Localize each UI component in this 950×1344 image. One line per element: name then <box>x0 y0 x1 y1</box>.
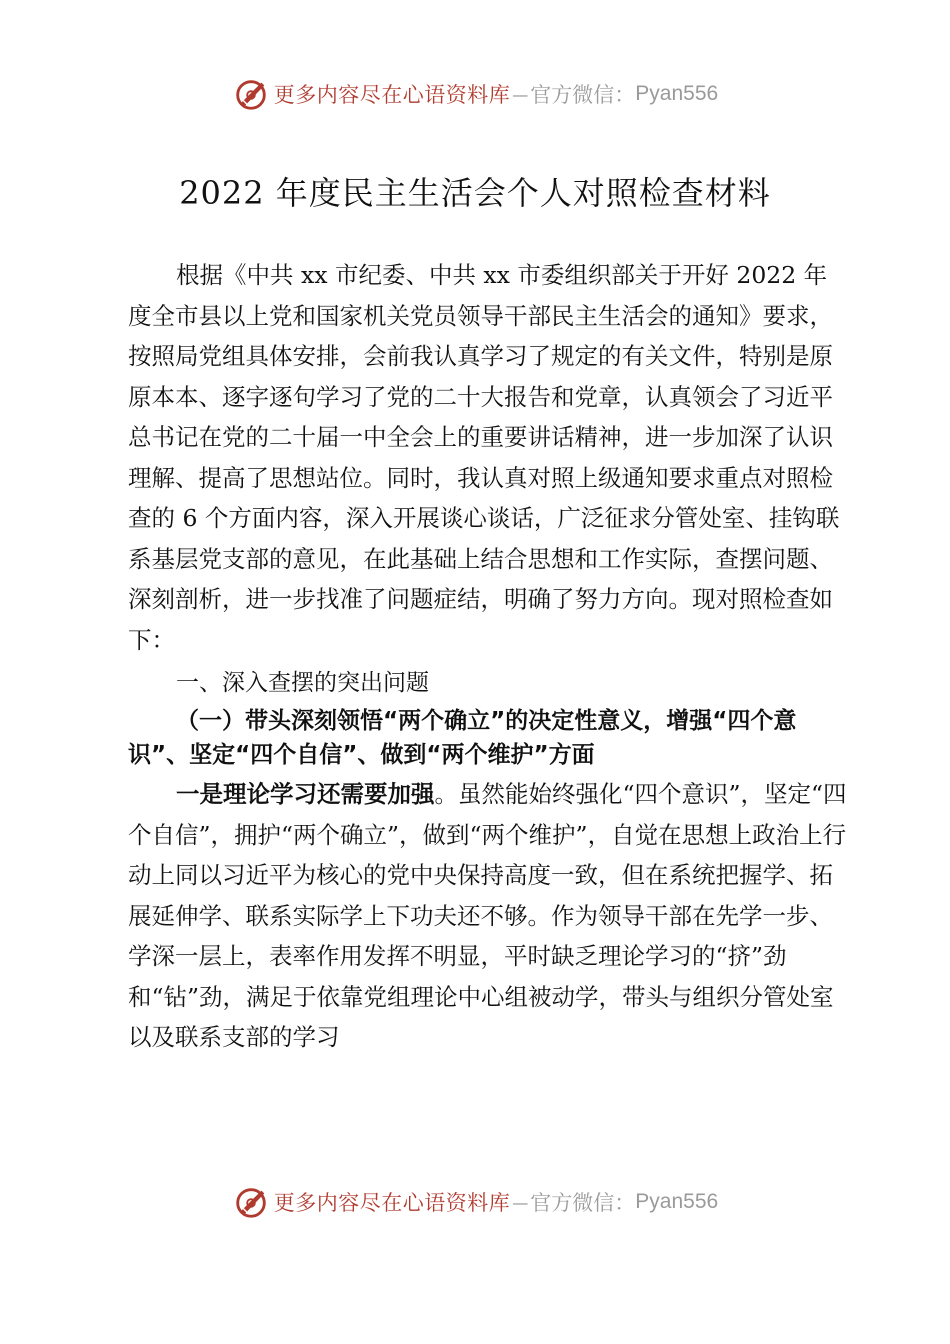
banner-wechat-label: 官方微信： <box>530 1191 636 1215</box>
header-banner <box>0 72 950 116</box>
banner-wechat-id: Pyan556 <box>635 82 719 105</box>
document-title: 2022 年度民主生活会个人对照检查材料 <box>179 174 771 212</box>
banner-main-text: 更多内容尽在心语资料库 <box>273 83 511 107</box>
banner-wechat-label: 官方微信： <box>530 83 636 107</box>
banner-separator: — <box>512 1192 529 1212</box>
point-body: 。虽然能始终强化“四个意识”，坚定“四个自信”，拥护“两个确立”，做到“两个维护”，自觉在思想上政治上行动上同以习近平为核心的党中央保持高度一致，但在系统把握学、拓展延伸学、联系实际学上下功夫还不够。作为领导干部在先学一步、学深一层上，表率作用发挥不明显，平时缺乏理论学习的“挤”劲和“钻”劲，满足于依靠党组理论中心组被动学，带头与组织分管处室以及联系支部的学习 <box>128 780 847 1051</box>
point-lead: 一是理论学习还需要加强 <box>176 780 435 808</box>
banner-wechat-id: Pyan556 <box>635 1190 719 1213</box>
quill-seal-icon <box>232 1183 270 1221</box>
point-paragraph <box>128 774 850 1058</box>
subsection-heading: （一）带头深刻领悟“两个确立”的决定性意义，增强“四个意识”、坚定“四个自信”、做到“两个维护”方面 <box>128 708 797 768</box>
banner-main-text: 更多内容尽在心语资料库 <box>273 1191 511 1215</box>
footer-banner <box>0 1180 950 1224</box>
quill-seal-icon <box>232 75 270 113</box>
intro-paragraph: 根据《中共 xx 市纪委、中共 xx 市委组织部关于开好 2022 年度全市县以上党和国家机关党员领导干部民主生活会的通知》要求，按照局党组具体安排，会前我认真学习了规定的有关文件，特别是原原本本、逐字逐句学习了党的二十大报告和党章，认真领会了习近平总书记在党的二十届一中全会上的重要讲话精神，进一步加深了认识理解、提高了思想站位。同时，我认真对照上级通知要求重点对照检查的 6 个方面内容，深入开展谈心谈话，广泛征求分管处室、挂钩联系基层党支部的意见，在此基础上结合思想和工作实际，查摆问题、深刻剖析，进一步找准了问题症结，明确了努力方向。现对照检查如下： <box>128 261 840 654</box>
section-heading: 一、深入查摆的突出问题 <box>176 670 429 696</box>
banner-separator: — <box>512 84 529 104</box>
